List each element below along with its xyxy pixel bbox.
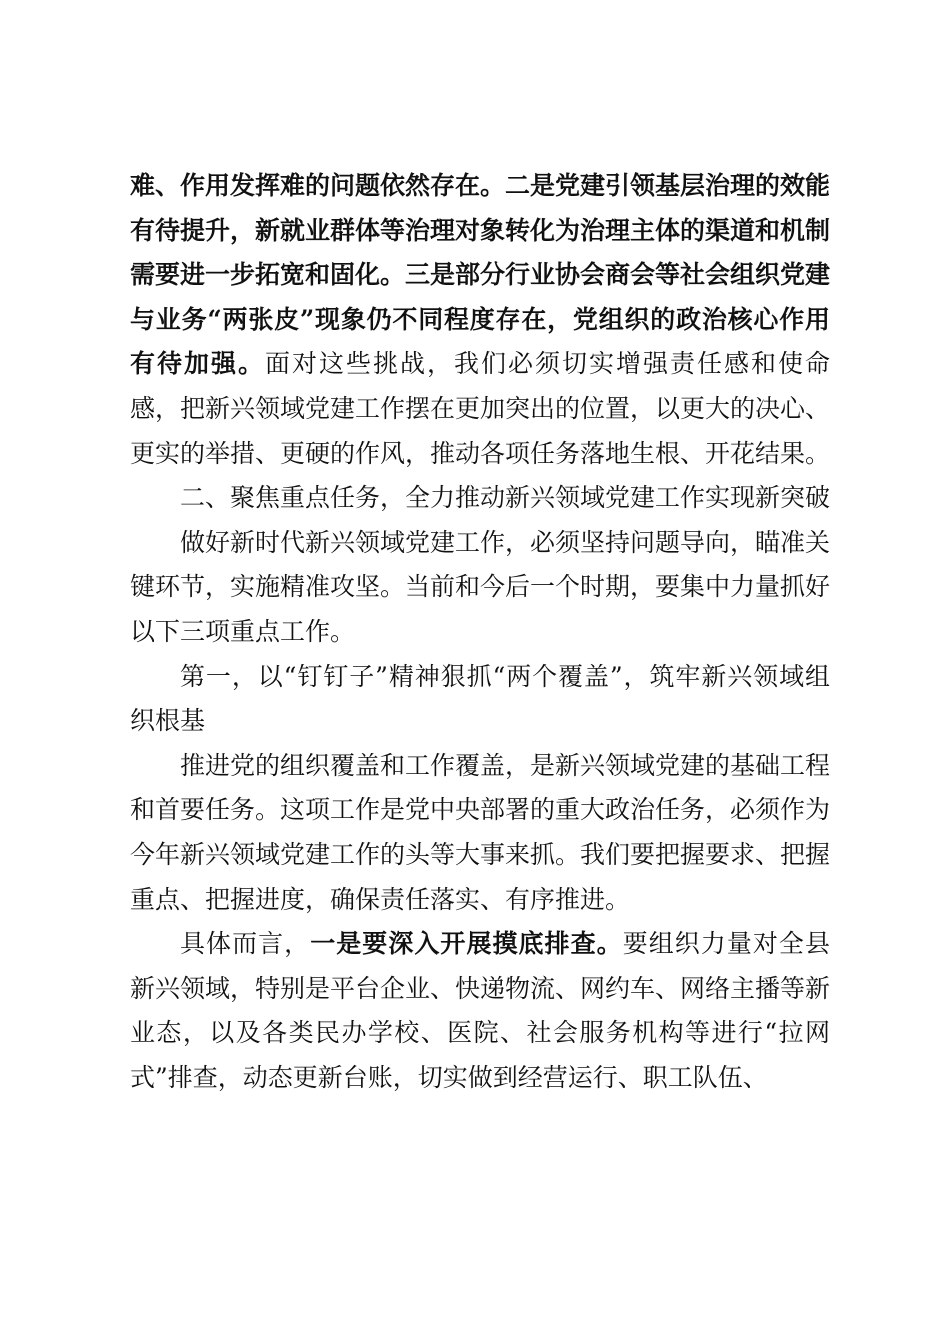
document-body [130, 164, 830, 1100]
bold-point-one: 一是要深入开展摸底排查。 [310, 929, 623, 959]
paragraph-text: 面对这些挑战，我们必须切实增强责任感和使命感，把新兴领域党建工作摆在更加突出的位置，以更大的决心、更实的举措、更硬的作风，推动各项任务落地生根、开花结果。 [130, 349, 831, 468]
bold-challenges-text: 难、作用发挥难的问题依然存在。二是党建引领基层治理的效能有待提升，新就业群体等治理对象转化为治理主体的渠道和机制需要进一步拓宽和固化。三是部分行业协会商会等社会组织党建与业务“两张皮”现象仍不同程度存在，党组织的政治核心作用有待加强。 [130, 171, 831, 379]
paragraph-problem-orientation [130, 521, 830, 655]
section-heading-two [130, 476, 830, 521]
paragraph-text: 推进党的组织覆盖和工作覆盖，是新兴领域党建的基础工程和首要任务。这项工作是党中央部署的重大政治任务，必须作为今年新兴领域党建工作的头等大事来抓。我们要把握要求、把握重点、把握进度，确保责任落实、有序推进。 [130, 750, 831, 914]
heading-text: 二、聚焦重点任务，全力推动新兴领域党建工作实现新突破 [180, 483, 831, 513]
paragraph-text: 做好新时代新兴领域党建工作，必须坚持问题导向，瞄准关键环节，实施精准攻坚。当前和今后一个时期，要集中力量抓好以下三项重点工作。 [130, 527, 831, 646]
paragraph-lead: 具体而言， [180, 929, 311, 959]
paragraph-coverage [130, 744, 830, 922]
paragraph-specifics [130, 922, 830, 1100]
paragraph-challenges [130, 164, 830, 476]
paragraph-text: 要组织力量对全县新兴领域，特别是平台企业、快递物流、网约车、网络主播等新业态，以及各类民办学校、医院、社会服务机构等进行“拉网式”排查，动态更新台账，切实做到经营运行、职工队伍、 [130, 929, 831, 1092]
subheading-first [130, 655, 830, 744]
heading-text: 第一，以“钉钉子”精神狠抓“两个覆盖”，筑牢新兴领域组织根基 [130, 661, 830, 736]
